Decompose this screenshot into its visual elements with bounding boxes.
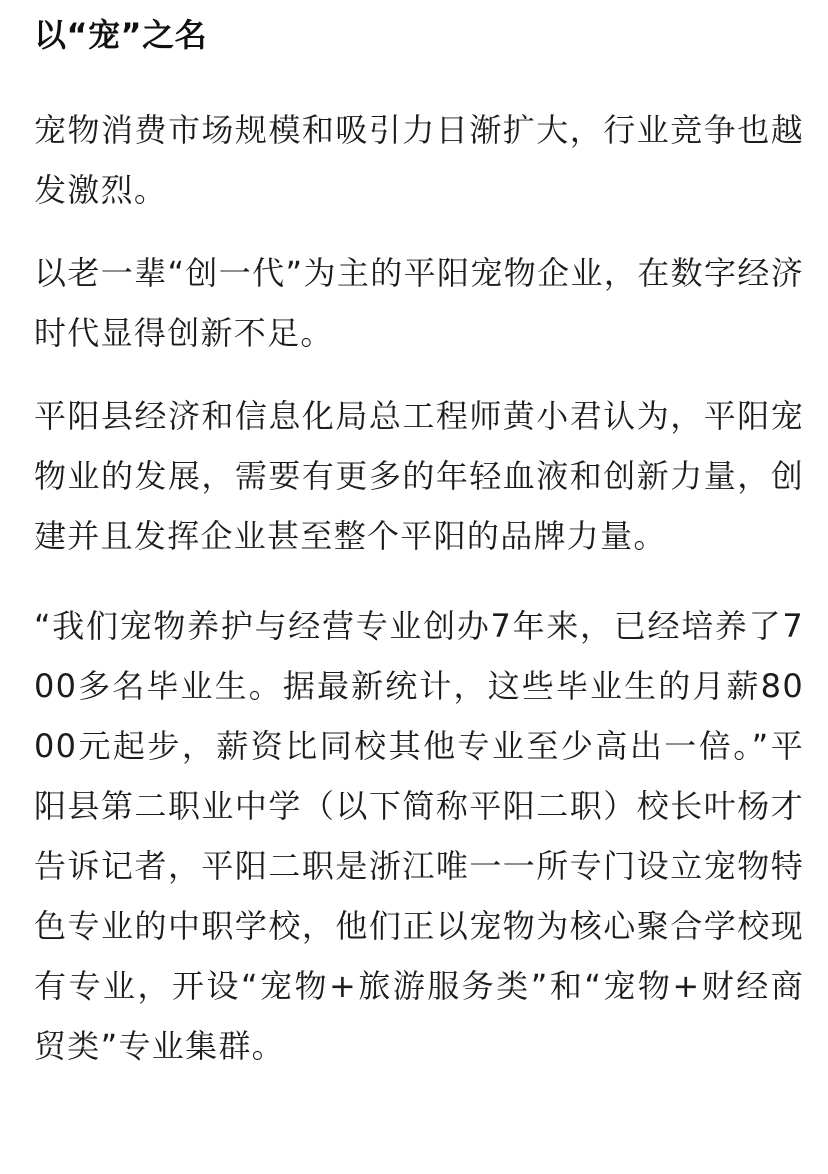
section-heading: 以“宠”之名 (34, 16, 208, 54)
paragraph-school-program: “我们宠物养护与经营专业创办7年来，已经培养了700多名毕业生。据最新统计，这些毕业生的月薪8000元起步，薪资比同校其他专业至少高出一倍。”平阳县第二职业中学（以下简称平阳二职）校长叶杨才告诉记者，平阳二职是浙江唯一一所专门设立宠物特色专业的中职学校，他们正以宠物为核心聚合学校现有专业，开设“宠物+旅游服务类”和“宠物+财经商贸类”专业集群。 (34, 607, 804, 1065)
paragraph-official-view: 平阳县经济和信息化局总工程师黄小君认为，平阳宠物业的发展，需要有更多的年轻血液和创新力量，创建并且发挥企业甚至整个平阳的品牌力量。 (34, 397, 804, 555)
paragraph-innovation-gap: 以老一辈“创一代”为主的平阳宠物企业，在数字经济时代显得创新不足。 (34, 254, 804, 352)
paragraph-market-competition: 宠物消费市场规模和吸引力日渐扩大，行业竞争也越发激烈。 (34, 111, 804, 209)
article-body (34, 0, 804, 1076)
